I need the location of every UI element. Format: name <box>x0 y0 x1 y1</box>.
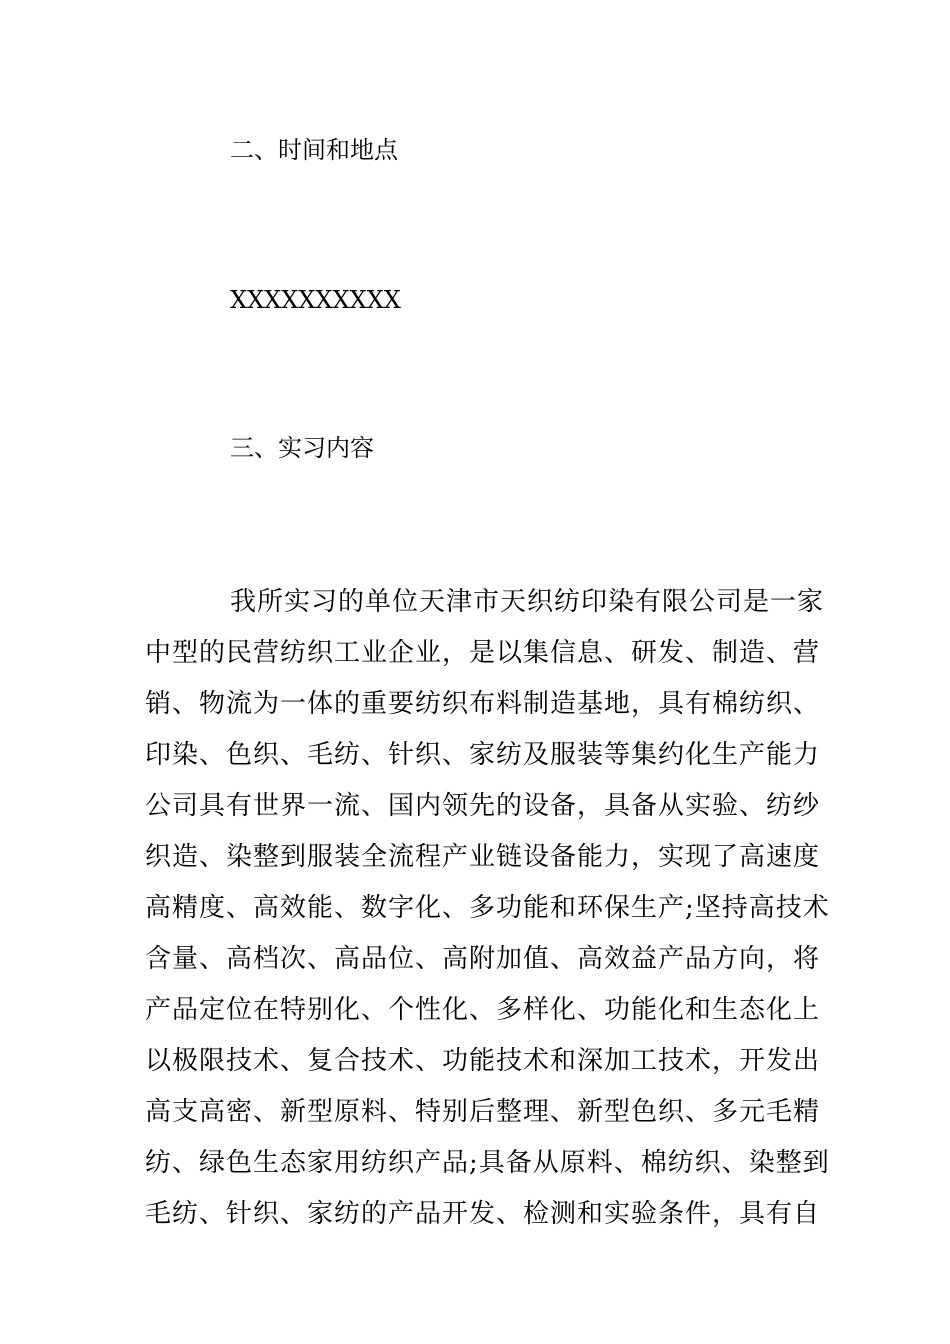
paragraph-line: 含量、高档次、高品位、高附加值、高效益产品方向，将 <box>145 944 821 974</box>
location-placeholder: XXXXXXXXXX <box>230 286 401 314</box>
paragraph-line: 织造、染整到服装全流程产业链设备能力，实现了高速度 <box>145 842 821 872</box>
paragraph-line: 以极限技术、复合技术、功能技术和深加工技术，开发出 <box>145 1046 821 1076</box>
paragraph-line: 印染、色织、毛纺、针织、家纺及服装等集约化生产能力 <box>145 740 821 770</box>
section-three-heading: 三、实习内容 <box>230 434 374 462</box>
paragraph-line: 中型的民营纺织工业企业，是以集信息、研发、制造、营 <box>145 638 821 668</box>
paragraph-line: 销、物流为一体的重要纺织布料制造基地，具有棉纺织、 <box>145 689 821 719</box>
paragraph-line: 公司具有世界一流、国内领先的设备，具备从实验、纺纱 <box>145 791 821 821</box>
paragraph-line: 毛纺、针织、家纺的产品开发、检测和实验条件，具有自 <box>145 1199 821 1229</box>
paragraph-line: 产品定位在特别化、个性化、多样化、功能化和生态化上 <box>145 995 821 1025</box>
paragraph-line: 高支高密、新型原料、特别后整理、新型色织、多元毛精 <box>145 1097 821 1127</box>
section-two-heading: 二、时间和地点 <box>230 136 398 164</box>
paragraph-line: 高精度、高效能、数字化、多功能和环保生产;坚持高技术 <box>145 893 830 923</box>
body-paragraph <box>145 580 830 1243</box>
paragraph-line: 纺、绿色生态家用纺织产品;具备从原料、棉纺织、染整到 <box>145 1148 830 1178</box>
paragraph-line: 我所实习的单位天津市天织纺印染有限公司是一家 <box>230 587 825 617</box>
